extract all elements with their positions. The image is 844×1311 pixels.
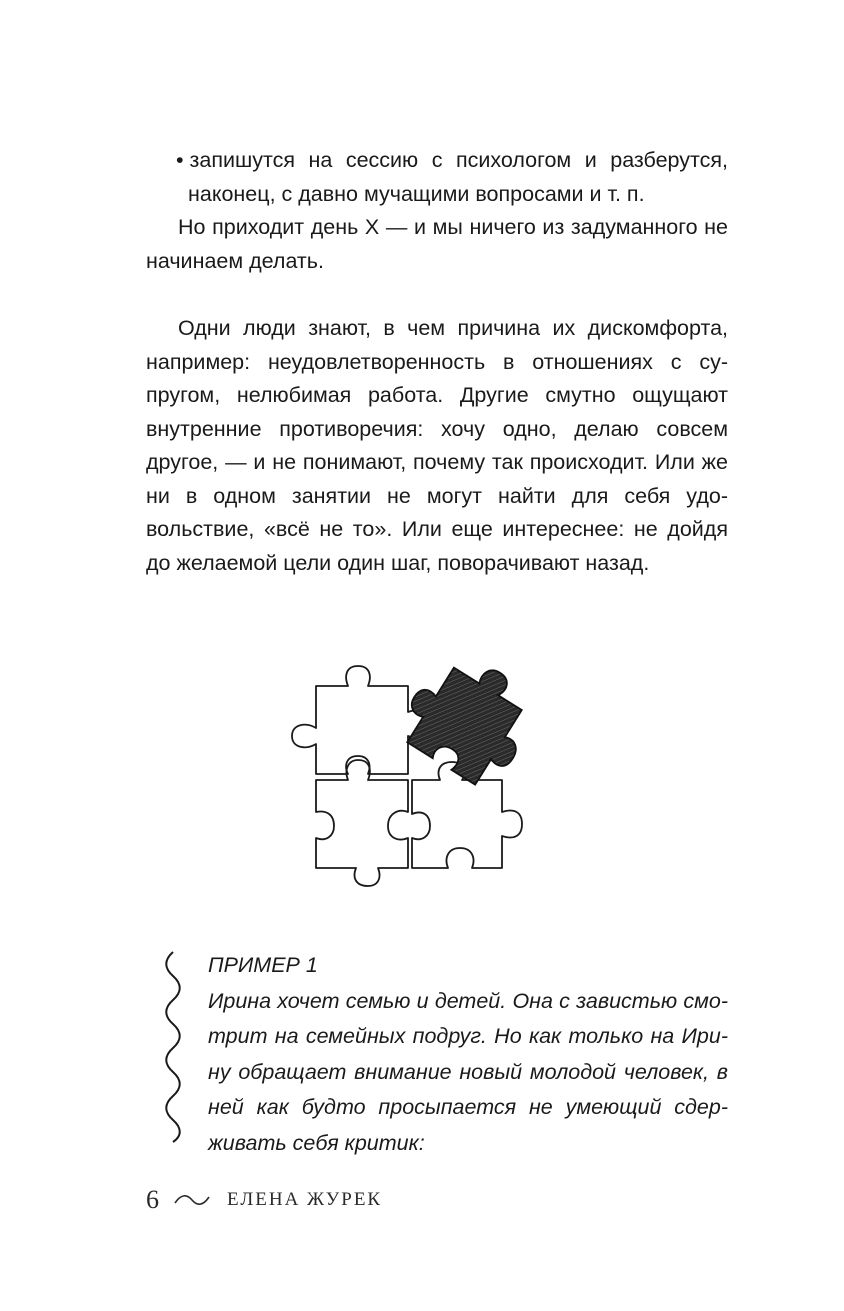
- bullet-marker: •: [176, 148, 184, 172]
- example-text: Ирина хочет семью и детей. Она с завистью смотрит на семейных подруг. Но как только на Ирину обращает внимание новый молодой человек, в ней как будто просыпается не умеющий сдерживать себя критик:: [208, 988, 728, 1155]
- puzzle-piece-top-left: [292, 666, 426, 774]
- puzzle-pieces-icon: [286, 640, 542, 900]
- example-block: [208, 948, 728, 1161]
- bullet-list-item: [176, 144, 728, 211]
- bullet-line-1: • запишутся на сессию с психологом и разберутся,: [176, 148, 728, 172]
- page-footer: [146, 1182, 382, 1218]
- wavy-line-icon: [160, 950, 186, 1144]
- paragraph: Но приходит день Х — и мы ничего из задуманного не начинаем делать.: [146, 215, 728, 273]
- page-number: 6: [146, 1185, 159, 1214]
- puzzle-piece-bottom-left: [316, 760, 408, 886]
- author-name: ЕЛЕНА ЖУРЕК: [227, 1189, 383, 1210]
- puzzle-piece-dark: [392, 641, 542, 794]
- example-title: ПРИМЕР 1: [208, 953, 318, 977]
- tilde-ornament-icon: [173, 1192, 211, 1208]
- bullet-line-2: наконец, с давно мучащими вопросами и т. п.: [188, 181, 645, 206]
- paragraph: Одни люди знают, в чем причина их дискомфорта, например: неудовлетворенность в отношениях с супругом, нелюбимая работа. Другие смутно ощущают внутренние противоречия: хочу одно, делаю совсем другое, — и не понимают, почему так происходит. Или же ни в одном занятии не могут найти для себя удовольствие, «всё не то». Или еще интереснее: не дойдя до желаемой цели один шаг, поворачивают назад.: [146, 316, 728, 575]
